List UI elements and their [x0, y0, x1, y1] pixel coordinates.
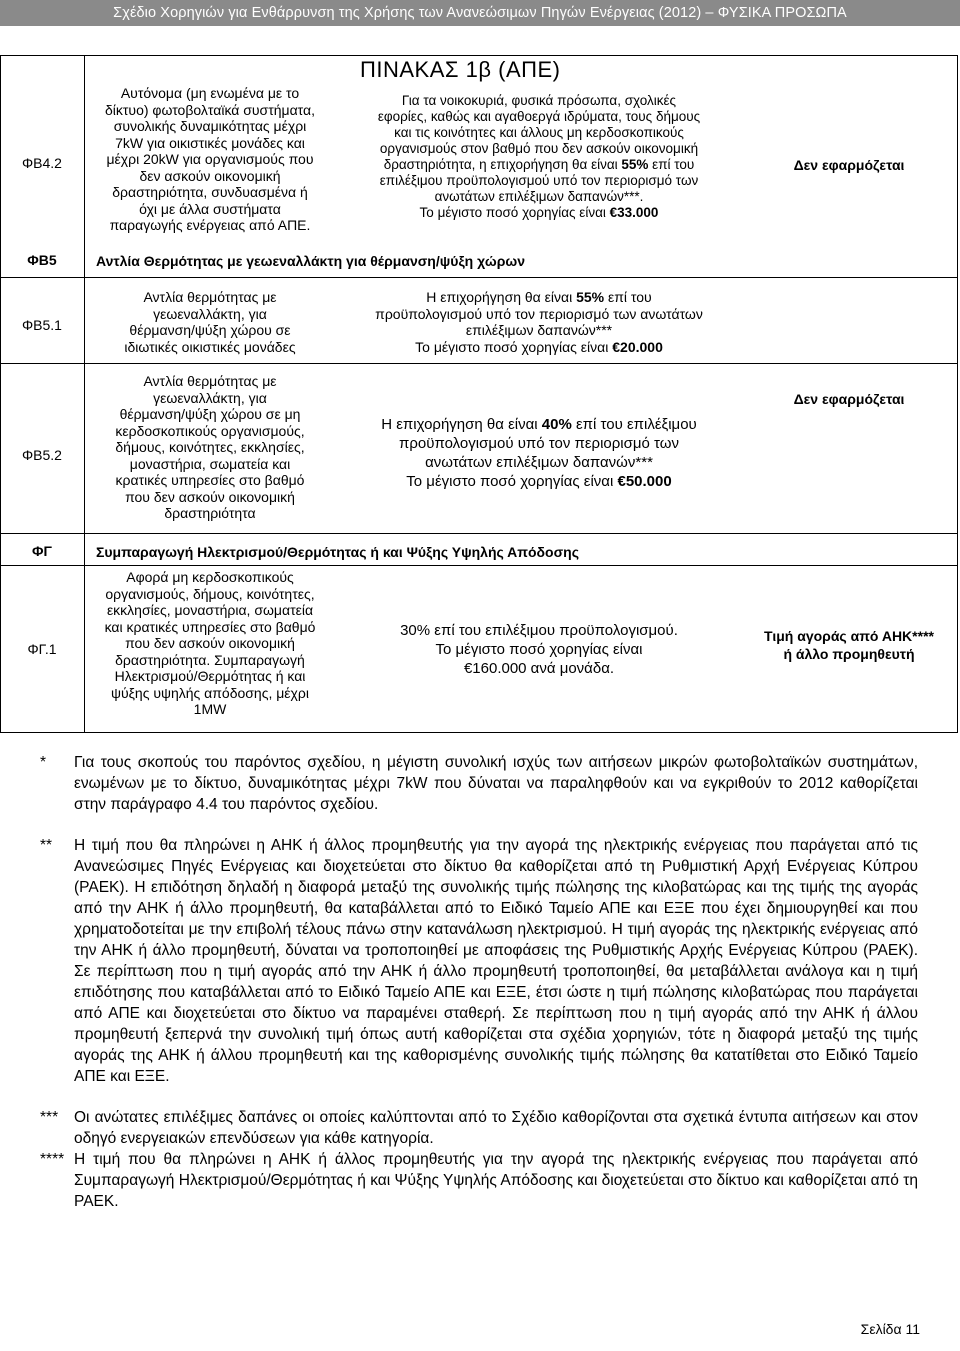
description-line: παραγωγής ενέργειας από ΑΠΕ.: [109, 217, 311, 233]
euro-sign: €: [609, 205, 618, 220]
details-tail: δραστηριότητα, η επιχορήγηση θα είναι: [383, 157, 622, 172]
description-line: συνολικής δυναμικότητας μέχρι: [113, 118, 307, 134]
description-line: που δεν ασκούν οικονομική: [125, 488, 295, 505]
row-details-fb52: [340, 415, 738, 491]
description-line: δεν ασκούν οικονομική: [139, 167, 281, 184]
footnote-text: Οι ανώτατες επιλέξιμες δαπάνες οι οποίες καλύπτονται από το Σχέδιο καθορίζονται στα σχετικά έντυπα αιτήσεων και στον οδηγό ενεργειακών επενδύσεων για κάθε κατηγορία.: [74, 1109, 918, 1147]
details-tail-suffix: επί του: [604, 289, 652, 305]
description-line: μέχρι 20kW για οργανισμούς που: [106, 151, 314, 167]
description-line: που δεν ασκούν οικονομική: [125, 635, 295, 651]
max-amount-label: Το μέγιστο ποσό χορηγίας είναι: [419, 205, 610, 220]
row-code-fb5: ΦΒ5: [27, 252, 57, 268]
description-line: Αυτόνομα (μη ενωμένα με το: [120, 85, 300, 101]
status-fb52: Δεν εφαρμόζεται: [793, 391, 905, 407]
description-line: κερδοσκοπικούς οργανισμούς,: [115, 422, 305, 439]
details-line: οργανισμούς στον βαθμό που δεν ασκούν οικονομική: [379, 141, 699, 156]
details-line: επιλέξιμου προϋπολογισμού υπό τον περιορισμό των: [379, 173, 699, 188]
footnote-mark: **: [40, 837, 53, 854]
details-line: προϋπολογισμού υπό τον περιορισμό των: [399, 435, 679, 452]
row-details-fb42: [340, 93, 738, 221]
row-details-fb51: [340, 289, 738, 355]
description-line: θέρμανση/ψύξη χώρου σε μη: [119, 406, 301, 422]
description-line: όχι με άλλα συστήματα: [139, 200, 281, 217]
row-code-fg1: ΦΓ.1: [27, 641, 57, 657]
description-line: μοναστήρια, σωματεία και: [129, 455, 291, 472]
footnote-mark: ****: [40, 1151, 65, 1168]
details-pre: Η επιχορήγηση θα είναι: [426, 289, 577, 305]
section-title-fb5: Αντλία Θερμότητας με γεωεναλλάκτη για θέρμανση/ψύξη χώρων: [96, 253, 525, 269]
row-code-fg: ΦΓ: [32, 543, 52, 559]
description-line: θέρμανση/ψύξη χώρου σε: [129, 322, 291, 338]
details-line: Για τα νοικοκυριά, φυσικά πρόσωπα, σχολικές: [401, 93, 677, 108]
row-code-fb51: ΦΒ5.1: [22, 317, 62, 333]
footnote-4: [40, 1149, 918, 1212]
euro-sign: €: [612, 338, 621, 355]
footnote-text: Για τους σκοπούς του παρόντος σχεδίου, η μέγιστη συνολική ισχύς των αιτήσεων μικρών φωτοβολταϊκών συστημάτων, ενωμένων με το δίκτυο, δυναμικότητας μέχρι 7kW που δύναται να παραληφθούν και να εγκριθούν το 2012 καθορίζεται στην παράγραφο 4.4 του παρόντος σχεδίου.: [74, 754, 918, 813]
details-line: 30% επί του επιλέξιμου προϋπολογισμού.: [400, 622, 678, 639]
details-line: εφορίες, καθώς και αγαθοεργά ιδρύματα, τους δήμους: [377, 109, 701, 124]
row-description-fb42: [86, 85, 334, 234]
footnote-mark: ***: [40, 1109, 59, 1126]
row-code-fb42: ΦΒ4.2: [22, 155, 62, 171]
row-description-fb51: [86, 289, 334, 355]
details-line: Το μέγιστο ποσό χορηγίας είναι: [435, 641, 643, 658]
max-amount-label: Το μέγιστο ποσό χορηγίας είναι: [406, 473, 618, 490]
footnote-3: [40, 1107, 918, 1149]
details-line: προϋπολογισμού υπό τον περιορισμό των ανωτάτων: [375, 305, 703, 322]
subsidy-percent: 55%: [576, 289, 605, 305]
table-title: ΠΙΝΑΚΑΣ 1β (ΑΠΕ): [360, 57, 561, 82]
description-line: κρατικές υπηρεσίες στο βαθμό: [115, 472, 305, 488]
footnote-text: Η τιμή που θα πληρώνει η ΑΗΚ ή άλλος προμηθευτής για την αγορά της ηλεκτρικής ενέργειας που παράγεται από τις Ανανεώσιμες Πηγές Ενέργειας και διοχετεύεται στο δίκτυο θα καθορίζεται από τη Ρυθμιστική Αρχή Ενέργειας Κύπρου (ΡΑΕΚ). Η επιδότηση δηλαδή η διαφορά μεταξύ της συνολικής τιμής πώλησης της κιλοβατώρας και της τιμής της αγοράς από την ΑΗΚ ή άλλο προμηθευτή, θα καταβάλλεται από το Ειδικό Ταμείο ΑΠΕ και ΕΞΕ που έχει δημιουργηθεί και που χρηματοδοτείται με την επιβολή τέλους πάνω στην κατανάλωση ηλεκτρισμού. Η τιμή αγοράς της ηλεκτρικής ενέργειας από την ΑΗΚ ή άλλο προμηθευτή, δύναται να τροποποιηθεί με αποφάσεις της Ρυθμιστικής Αρχής Ενέργειας Κύπρου (ΡΑΕΚ). Σε περίπτωση που η τιμή αγοράς από την ΑΗΚ ή άλλο προμηθευτή τροποποιηθεί, θα μεταβάλλεται ανάλογα και η τιμή επιδότησης που καταβάλλεται από το Ειδικό Ταμείο ΑΠΕ και ΕΞΕ, έτσι ώστε η τιμή πώλησης κιλοβατώρας που παράγεται από ΑΠΕ και διοχετεύεται στο δίκτυο να παραμένει σταθερή. Σε περίπτωση που η τιμή αγοράς από την ΑΗΚ ή άλλου προμηθευτή ξεπερνά την συνολική τιμή όπως αυτή καθορίζεται στα σχέδια χορηγιών, τότε η διαφορά μεταξύ της τιμής αγοράς της ΑΗΚ ή άλλου προμηθευτή και της καθορισμένης συνολικής τιμής πώλησης θα κατατίθεται στο Ειδικό Ταμείο ΑΠΕ και ΕΞΕ.: [74, 837, 918, 1085]
status-fb42: Δεν εφαρμόζεται: [793, 157, 905, 173]
description-line: δραστηριότητα: [164, 505, 256, 521]
footnote-2: [40, 835, 918, 1087]
description-line: εκκλησίες, μοναστήρια, σωματεία: [106, 602, 314, 618]
euro-sign: €: [463, 660, 473, 677]
euro-sign: €: [617, 473, 626, 490]
details-tail-suffix: επί του επιλέξιμου: [571, 416, 697, 433]
description-line: δήμους, κοινότητες, εκκλησίες,: [115, 439, 305, 455]
description-line: Αφορά μη κερδοσκοπικούς: [126, 569, 294, 585]
description-line: γεωεναλλάκτη, για: [153, 389, 267, 406]
page-number: Σελίδα 11: [860, 1321, 920, 1337]
description-line: ψύξης υψηλής απόδοσης, μέχρι: [111, 684, 309, 701]
max-amount-value: 33.000: [617, 205, 659, 220]
description-line: γεωεναλλάκτη, για: [153, 305, 267, 322]
row-details-fg1: [340, 621, 738, 678]
footnote-text: Η τιμή που θα πληρώνει η ΑΗΚ ή άλλος προμηθευτής για την αγορά της ηλεκτρικής ενέργειας που παράγεται από Συμπαραγωγή Ηλεκτρισμού/Θερμότητας ή και Ψύξης Υψηλής Απόδοσης και διοχετεύεται στο δίκτυο και καθορίζεται από τη ΡΑΕΚ.: [74, 1151, 918, 1210]
footnote-1: [40, 752, 918, 815]
description-line: 1MW: [193, 701, 227, 717]
description-line: Ηλεκτρισμού/Θερμότητας ή και: [114, 668, 306, 684]
subsidy-percent: 55%: [621, 157, 649, 172]
row-code-fb52: ΦΒ5.2: [22, 447, 62, 463]
description-line: Αντλία θερμότητας με: [143, 289, 277, 305]
description-line: οργανισμούς, δήμους, κοινότητες,: [105, 585, 315, 602]
footnotes: [40, 752, 918, 1212]
subsidy-percent: 40%: [541, 416, 572, 433]
status-fg1: [740, 627, 958, 663]
description-line: δραστηριότητα, συνδυασμένα ή: [112, 184, 308, 200]
section-title-fg: Συμπαραγωγή Ηλεκτρισμού/Θερμότητας ή και Ψύξης Υψηλής Απόδοσης: [96, 544, 579, 560]
description-line: δίκτυο) φωτοβολταϊκά συστήματα,: [104, 101, 315, 118]
details-line: και τις κοινότητες και άλλους μη κερδοσκοπικούς: [394, 125, 684, 140]
description-line: και κρατικές υπηρεσίες στο βαθμό: [104, 618, 316, 635]
row-description-fb52: [86, 373, 334, 522]
description-line: Αντλία θερμότητας με: [143, 373, 277, 389]
details-line: ανωτάτων επιλέξιμων δαπανών***.: [434, 189, 644, 204]
status-line: ή άλλο προμηθευτή: [783, 646, 915, 662]
footnote-mark: *: [40, 754, 47, 771]
document-header: Σχέδιο Χορηγιών για Ενθάρρυνση της Χρήσης των Ανανεώσιμων Πηγών Ενέργειας (2012) – ΦΥΣΙΚΑ ΠΡΟΣΩΠΑ: [0, 0, 960, 26]
details-line: επιλέξιμων δαπανών***: [465, 322, 613, 338]
details-pre: Η επιχορήγηση θα είναι: [381, 416, 542, 433]
row-description-fg1: [86, 569, 334, 718]
details-line: ανωτάτων επιλέξιμων δαπανών***: [425, 454, 653, 471]
description-line: 7kW για οικιστικές μονάδες και: [115, 134, 305, 151]
details-tail-suffix: επί του: [648, 157, 695, 172]
max-amount-value: 20.000: [620, 338, 663, 355]
description-line: ιδιωτικές οικιστικές μονάδες: [124, 338, 296, 355]
description-line: δραστηριότητα. Συμπαραγωγή: [115, 651, 305, 668]
max-amount-value: 50.000: [625, 473, 672, 490]
subsidy-table: [0, 55, 958, 733]
details-line: 160.000 ανά μονάδα.: [472, 660, 615, 677]
max-amount-label: Το μέγιστο ποσό χορηγίας είναι: [415, 338, 613, 355]
status-line: Τιμή αγοράς από ΑΗΚ****: [764, 628, 934, 644]
